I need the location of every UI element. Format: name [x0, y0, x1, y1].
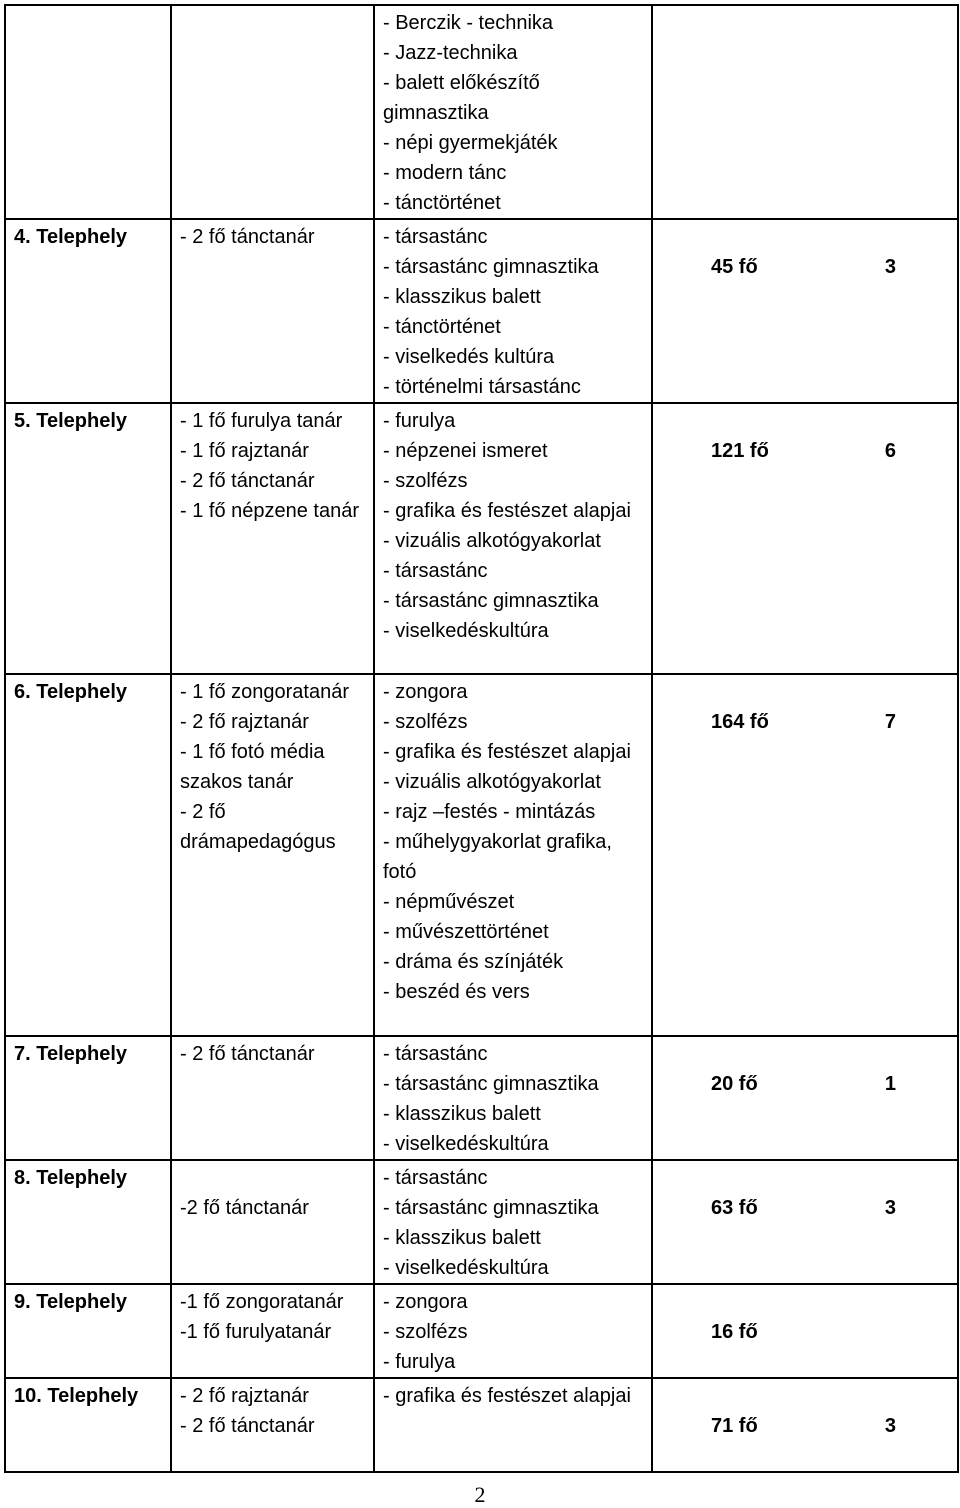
table-row [5, 5, 958, 219]
site-cell [5, 5, 171, 219]
students-cell [652, 5, 958, 219]
table-row [5, 1160, 958, 1284]
subjects-cell: - furulya - népzenei ismeret - szolfézs - grafika és festészet alapjai - vizuális alkotógyakorlat - társastánc - társastánc gimnasztika - viselkedéskultúra [374, 403, 652, 674]
group-count: 3 [884, 1197, 896, 1219]
subjects-cell: - társastánc - társastánc gimnasztika - klasszikus balett - viselkedéskultúra [374, 1160, 652, 1284]
staff-cell: - 2 fő tánctanár [171, 1036, 374, 1160]
subjects-cell: - zongora - szolfézs - furulya [374, 1284, 652, 1378]
site-cell: 10. Telephely [5, 1378, 171, 1472]
page-number: 2 [474, 1482, 486, 1507]
students-cell [652, 1378, 958, 1472]
students-cell [652, 1036, 958, 1160]
table-row [5, 1036, 958, 1160]
site-cell: 8. Telephely [5, 1160, 171, 1284]
staff-cell: - 1 fő furulya tanár - 1 fő rajztanár - 2 fő tánctanár - 1 fő népzene tanár [171, 403, 374, 674]
staff-cell: - 2 fő rajztanár - 2 fő tánctanár [171, 1378, 374, 1472]
student-count: 16 fő [711, 1321, 758, 1343]
table-row [5, 1378, 958, 1472]
subjects-cell: - zongora - szolfézs - grafika és festészet alapjai - vizuális alkotógyakorlat - rajz –festés - mintázás - műhelygyakorlat grafika, fotó - népművészet - művészettörténet - dráma és színjáték - beszéd és vers [374, 674, 652, 1036]
group-count: 3 [884, 256, 896, 278]
subjects-cell: - Berczik - technika - Jazz-technika - balett előkészítő gimnasztika - népi gyermekjáték - modern tánc - tánctörténet [374, 5, 652, 219]
staff-cell: -2 fő tánctanár [171, 1160, 374, 1284]
subjects-cell: - társastánc - társastánc gimnasztika - klasszikus balett - tánctörténet - viselkedés kultúra - történelmi társastánc [374, 219, 652, 403]
student-count: 63 fő [711, 1197, 758, 1219]
students-cell [652, 1284, 958, 1378]
site-cell: 4. Telephely [5, 219, 171, 403]
student-count: 121 fő [711, 440, 769, 462]
subjects-cell: - grafika és festészet alapjai [374, 1378, 652, 1472]
site-cell: 9. Telephely [5, 1284, 171, 1378]
table-row [5, 674, 958, 1036]
group-count: 1 [884, 1073, 896, 1095]
group-count: 7 [884, 711, 896, 733]
student-count: 164 fő [711, 711, 769, 733]
students-cell [652, 674, 958, 1036]
staff-cell: -1 fő zongoratanár -1 fő furulyatanár [171, 1284, 374, 1378]
students-cell [652, 219, 958, 403]
student-count: 45 fő [711, 256, 758, 278]
site-cell: 6. Telephely [5, 674, 171, 1036]
table-row [5, 219, 958, 403]
students-cell [652, 403, 958, 674]
student-count: 71 fő [711, 1415, 758, 1437]
student-count: 20 fő [711, 1073, 758, 1095]
group-count: 3 [884, 1415, 896, 1437]
table-row [5, 1284, 958, 1378]
staff-cell [171, 5, 374, 219]
group-count: 6 [884, 440, 896, 462]
staff-cell: - 1 fő zongoratanár - 2 fő rajztanár - 1 fő fotó média szakos tanár - 2 fő drámapedagógus [171, 674, 374, 1036]
schedule-table [4, 4, 959, 1473]
subjects-cell: - társastánc - társastánc gimnasztika - klasszikus balett - viselkedéskultúra [374, 1036, 652, 1160]
table-row [5, 403, 958, 674]
staff-cell: - 2 fő tánctanár [171, 219, 374, 403]
site-cell: 5. Telephely [5, 403, 171, 674]
students-cell [652, 1160, 958, 1284]
site-cell: 7. Telephely [5, 1036, 171, 1160]
